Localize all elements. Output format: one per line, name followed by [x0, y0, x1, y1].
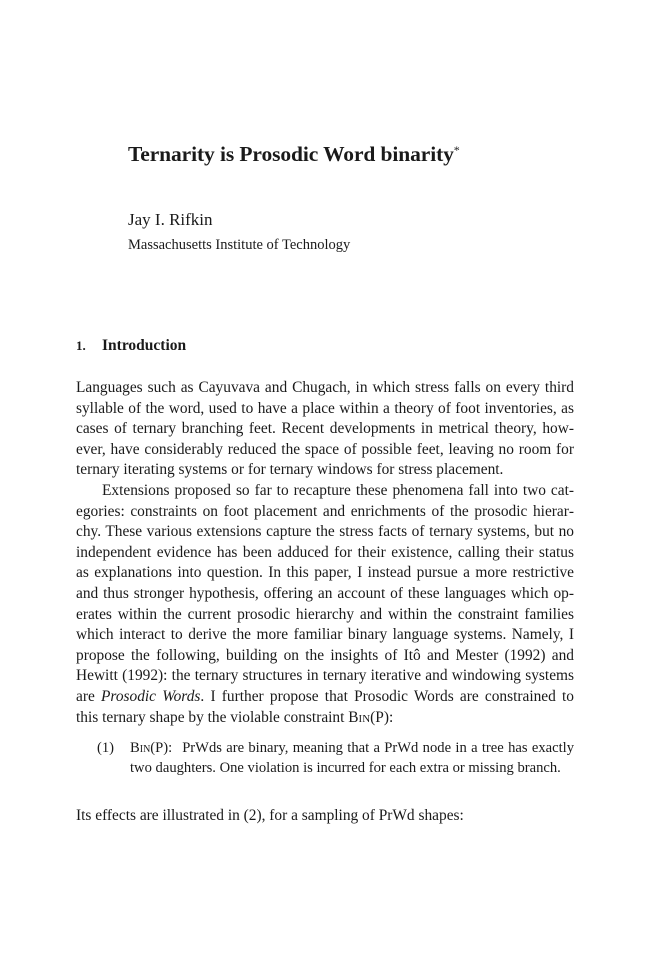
paper-title-text: Ternarity is Prosodic Word binarity [128, 142, 454, 166]
paragraph-2-emphasis: Prosodic Words [101, 687, 201, 705]
example-definition: PrWds are binary, meaning that a PrWd node in a tree has exactly two daughters. One violation is incurred for each extra or missing branch. [130, 740, 574, 777]
paper-title [128, 142, 460, 167]
paragraph-2 [76, 481, 574, 728]
section-number: 1. [76, 338, 86, 353]
example-constraint-label [130, 740, 172, 756]
paragraph-2-text-a: Extensions proposed so far to recapture these phenomena fall into two categories: constraints on foot placement and enrichments of the prosodic hierarchy. These various extensions capture the stress facts of ternary systems, but no independent evidence has been adduced for their existence, calling their status as explanations into question. In this paper, I instead pursue a more restrictive and thus stronger hypothesis, offering an account of these languages which operates within the current prosodic hierarchy and within the constraint families which interact to derive the more familiar binary language systems. Namely, I propose the following, building on the insights of Itô and Mester (1992) and Hewitt (1992): the ternary structures in ternary iterative and windowing systems are [76, 482, 574, 705]
example-body [130, 738, 574, 778]
section-heading [76, 337, 186, 355]
paragraph-3: Its effects are illustrated in (2), for a sampling of PrWd shapes: [76, 807, 464, 824]
author-affiliation: Massachusetts Institute of Technology [128, 237, 351, 253]
author-name: Jay I. Rifkin [128, 210, 213, 229]
paragraph-2-constraint-name: Bin [348, 708, 371, 726]
paragraph-2-text-b: . I further propose that Prosodic Words are constrained to this ternary shape by the violable constraint [76, 687, 574, 726]
example-number: (1) [97, 740, 115, 756]
paragraph-1: Languages such as Cayuvava and Chugach, in which stress falls on every third syllable of the word, used to have a place within a theory of foot inventories, as cases of ternary branching feet. Recent developments in metrical theory, however, have considerably reduced the space of possible feet, leaving no room for ternary iterating systems or for ternary windows for stress placement. [76, 379, 574, 479]
example-1 [97, 738, 574, 778]
section-title: Introduction [102, 337, 187, 354]
example-constraint-name: Bin [130, 740, 151, 756]
title-footnote-mark: * [453, 143, 460, 157]
example-constraint-arg: (P): [150, 740, 173, 756]
paragraph-2-text-c: (P): [370, 708, 394, 726]
